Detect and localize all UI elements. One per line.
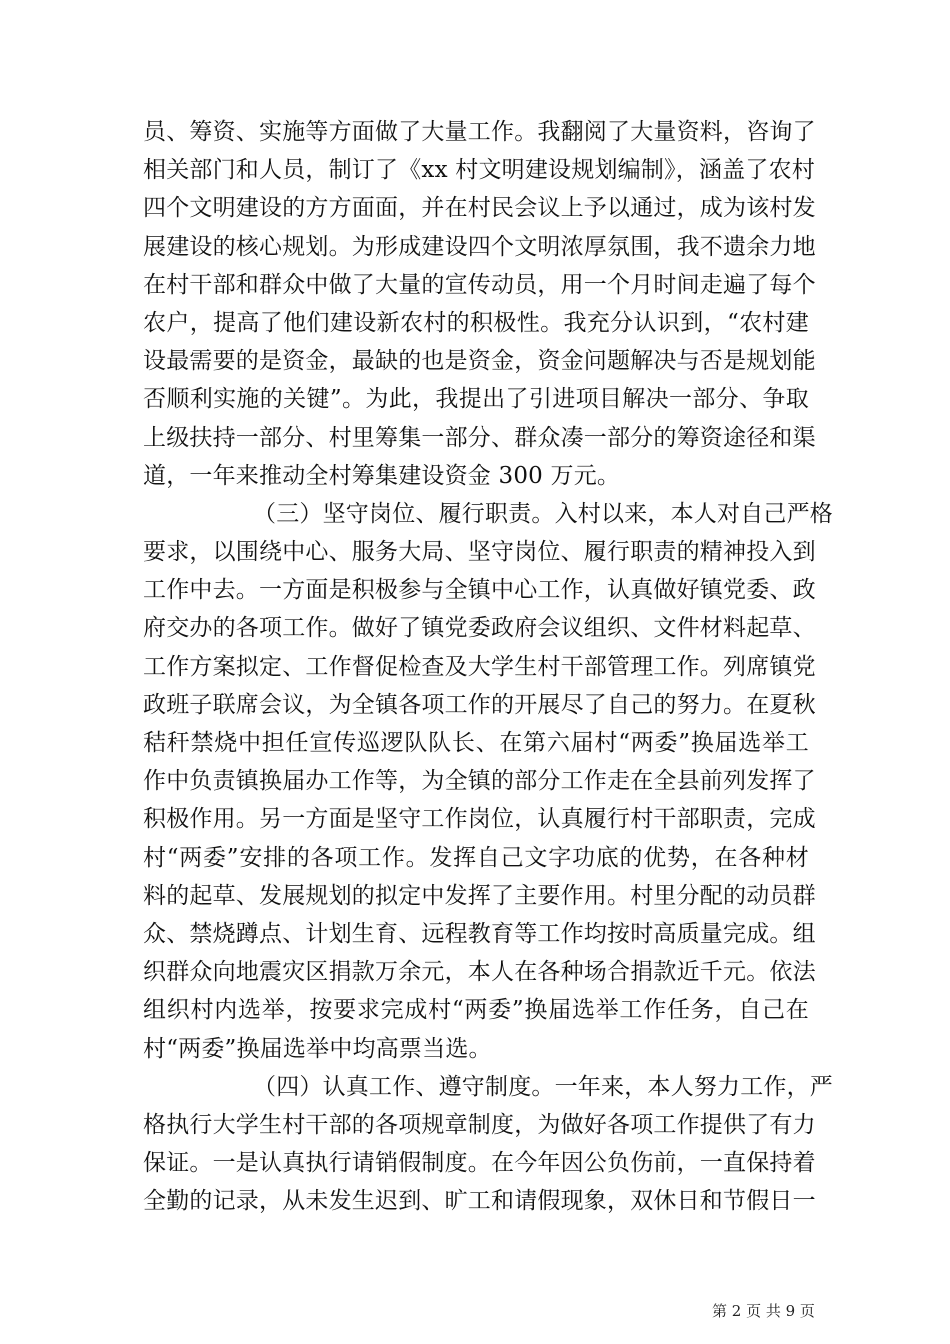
text-line: 秸秆禁烧中担任宣传巡逻队队长、在第六届村“两委”换届选举工	[143, 730, 809, 756]
text-line: 工作中去。一方面是积极参与全镇中心工作，认真做好镇党委、政	[143, 577, 816, 604]
text-line: 否顺利实施的关键”。为此，我提出了引进项目解决一部分、争取	[143, 386, 809, 413]
paragraph-heading-line: （三）坚守岗位、履行职责。入村以来，本人对自己严格	[253, 500, 833, 527]
text-line: 设最需要的是资金，最缺的也是资金，资金问题解决与否是规划能	[143, 348, 816, 375]
text-line: 要求，以围绕中心、服务大局、坚守岗位、履行职责的精神投入到	[143, 539, 816, 566]
text-line: 展建设的核心规划。为形成建设四个文明浓厚氛围，我不遗余力地	[143, 233, 816, 260]
text-line: 众、禁烧蹲点、计划生育、远程教育等工作均按时高质量完成。组	[143, 920, 816, 947]
text-line: 格执行大学生村干部的各项规章制度，为做好各项工作提供了有力	[143, 1111, 816, 1138]
body-text	[143, 113, 833, 1220]
text-line: 料的起草、发展规划的拟定中发挥了主要作用。村里分配的动员群	[143, 882, 816, 909]
text-line: 员、筹资、实施等方面做了大量工作。我翻阅了大量资料，咨询了	[143, 119, 816, 145]
text-line: 村“两委”换届选举中均高票当选。	[143, 1035, 492, 1062]
text-line: 四个文明建设的方方面面，并在村民会议上予以通过，成为该村发	[143, 195, 816, 222]
text-line: 相关部门和人员，制订了《xx 村文明建设规划编制》，涵盖了农村	[143, 157, 815, 184]
text-line: 积极作用。另一方面是坚守工作岗位，认真履行村干部职责，完成	[143, 806, 816, 833]
text-line: 全勤的记录，从未发生迟到、旷工和请假现象，双休日和节假日一	[143, 1188, 816, 1215]
text-line: 上级扶持一部分、村里筹集一部分、群众凑一部分的筹资途径和渠	[143, 424, 816, 451]
text-line: 道，一年来推动全村筹集建设资金 300 万元。	[143, 462, 621, 489]
text-line: 组织村内选举，按要求完成村“两委”换届选举工作任务，自己在	[143, 997, 809, 1024]
text-line: 作中负责镇换届办工作等，为全镇的部分工作走在全县前列发挥了	[143, 768, 816, 795]
text-line: 在村干部和群众中做了大量的宣传动员，用一个月时间走遍了每个	[143, 271, 816, 298]
text-line: 农户，提高了他们建设新农村的积极性。我充分认识到，“农村建	[143, 309, 809, 336]
text-line: 府交办的各项工作。做好了镇党委政府会议组织、文件材料起草、	[143, 615, 816, 642]
page-number-footer: 第 2 页 共 9 页	[712, 1302, 815, 1320]
text-line: 政班子联席会议，为全镇各项工作的开展尽了自己的努力。在夏秋	[143, 691, 816, 718]
text-line: 织群众向地震灾区捐款万余元，本人在各种场合捐款近千元。依法	[143, 959, 816, 986]
text-line: 村“两委”安排的各项工作。发挥自己文字功底的优势，在各种材	[143, 844, 809, 871]
text-line: 工作方案拟定、工作督促检查及大学生村干部管理工作。列席镇党	[143, 653, 816, 680]
paragraph-heading-line: （四）认真工作、遵守制度。一年来，本人努力工作，严	[253, 1073, 833, 1100]
text-line: 保证。一是认真执行请销假制度。在今年因公负伤前，一直保持着	[143, 1150, 816, 1177]
